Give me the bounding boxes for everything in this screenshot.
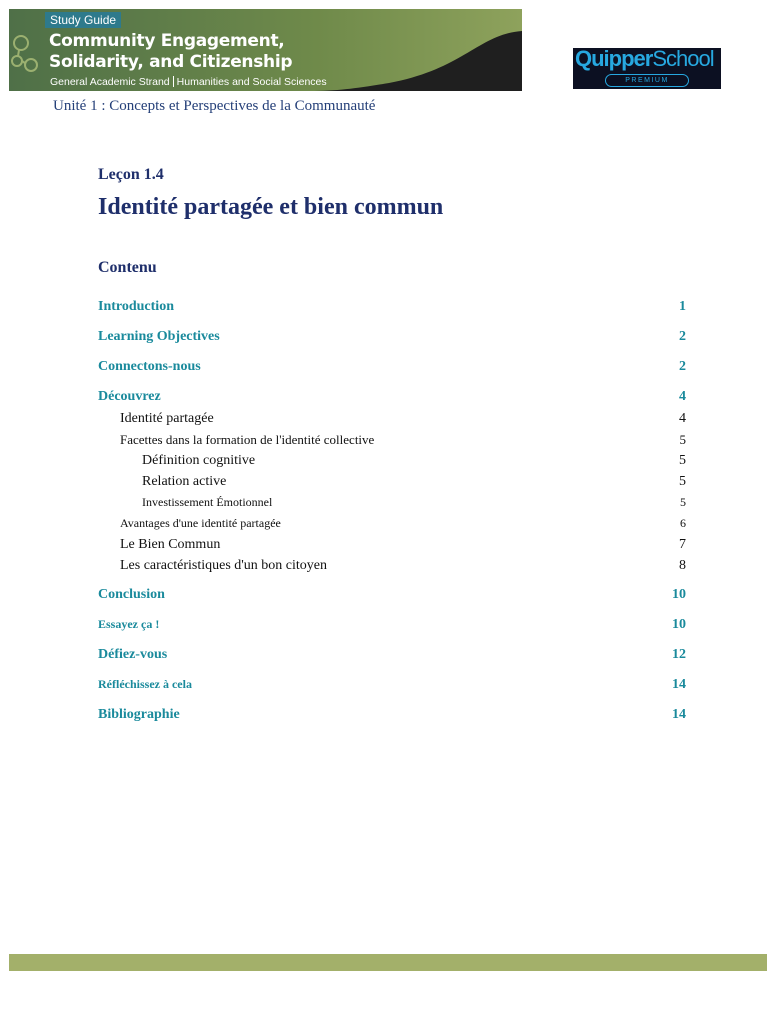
study-guide-label: Study Guide xyxy=(45,12,121,28)
toc-label: Essayez ça ! xyxy=(98,617,160,631)
toc-label: Le Bien Commun xyxy=(120,537,221,552)
toc-label: Bibliographie xyxy=(98,707,180,722)
lesson-number: Leçon 1.4 xyxy=(98,166,164,183)
toc-page: 5 xyxy=(679,453,686,468)
toc-label: Réfléchissez à cela xyxy=(98,677,192,691)
header-banner xyxy=(9,9,522,91)
toc-label: Les caractéristiques d'un bon citoyen xyxy=(120,558,328,573)
toc-label: Investissement Émotionnel xyxy=(142,495,273,509)
logo-premium-badge: PREMIUM xyxy=(605,74,689,87)
toc-page: 14 xyxy=(672,677,686,692)
toc-page: 2 xyxy=(679,329,686,344)
toc-page: 8 xyxy=(679,558,686,573)
toc-label: Défiez-vous xyxy=(98,647,168,662)
quipper-school-logo xyxy=(573,48,721,89)
toc-label: Avantages d'une identité partagée xyxy=(120,516,281,530)
toc-label: Introduction xyxy=(98,299,174,314)
toc-label: Learning Objectives xyxy=(98,329,220,344)
toc-page: 14 xyxy=(672,707,686,722)
toc-page: 2 xyxy=(679,359,686,374)
toc-label: Connectons-nous xyxy=(98,359,201,374)
strand-name: General Academic Strand xyxy=(50,76,170,88)
toc-page: 12 xyxy=(672,647,686,662)
toc-page: 5 xyxy=(679,474,686,489)
toc-page: 10 xyxy=(672,587,686,602)
contents-heading: Contenu xyxy=(98,259,157,276)
footer-bar xyxy=(9,954,767,971)
toc-page: 10 xyxy=(672,617,686,632)
logo-brand: Quipper xyxy=(575,46,653,71)
logo-wordmark xyxy=(575,46,721,72)
course-title: Community Engagement, Solidarity, and Citizenship xyxy=(49,31,293,72)
toc-page: 6 xyxy=(680,516,686,530)
toc-label: Identité partagée xyxy=(120,411,214,426)
toc-page: 4 xyxy=(679,411,686,426)
toc-label: Conclusion xyxy=(98,587,165,602)
strand-line xyxy=(50,76,327,88)
toc-page: 1 xyxy=(679,299,686,314)
toc-page: 5 xyxy=(680,495,686,509)
track-name: Humanities and Social Sciences xyxy=(176,76,327,88)
unit-heading: Unité 1 : Concepts et Perspectives de la Communauté xyxy=(53,98,376,114)
molecule-icon xyxy=(9,31,45,81)
toc-label: Découvrez xyxy=(98,389,161,404)
toc-page: 7 xyxy=(679,537,686,552)
strand-separator xyxy=(173,76,174,87)
toc-label: Relation active xyxy=(142,474,227,489)
logo-brand-school: School xyxy=(652,46,714,71)
toc-label: Définition cognitive xyxy=(142,453,256,468)
toc-page: 4 xyxy=(679,389,686,404)
toc-label: Facettes dans la formation de l'identité collective xyxy=(120,432,375,447)
toc-page: 5 xyxy=(679,432,686,447)
lesson-title: Identité partagée et bien commun xyxy=(98,194,444,220)
